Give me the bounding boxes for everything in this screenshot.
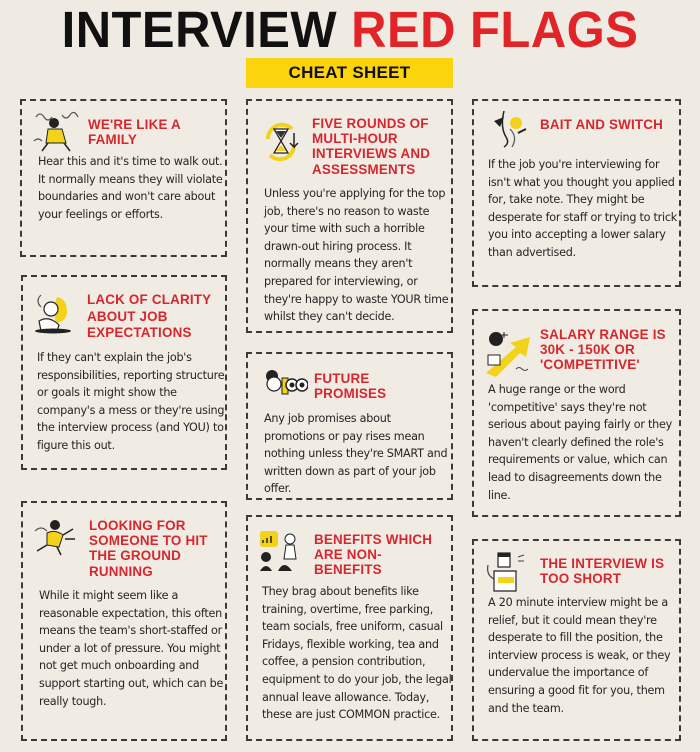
card-interview-too-short (472, 539, 681, 741)
card-title: LOOKING FOR SOMEONE TO HIT THE GROUND RUNNING (89, 518, 208, 579)
card-body: Hear this and it's time to walk out. It normally means they will violate boundaries and won't care about your feelings or efforts. (38, 155, 223, 221)
confused-person-icon (31, 291, 79, 335)
card-salary-range (472, 309, 681, 517)
cheat-sheet-badge: CHEAT SHEET (246, 58, 453, 88)
card-body: If the job you're interviewing for isn't what you thought you applied for, take note. They might be desperate for staff or trying to trick you into accepting a lower salary than advertised. (488, 158, 677, 259)
card-title: FUTURE PROMISES (314, 371, 387, 402)
salary-arrow-icon (482, 329, 534, 377)
card-five-rounds (246, 99, 453, 333)
chart-people-icon (258, 529, 306, 573)
fishing-hook-icon (488, 109, 532, 151)
card-bait-switch (472, 99, 681, 287)
card-body: If they can't explain the job's responsibilities, reporting structure or goals it might show the company's a mess or they're using the interview process (and YOU) to figure this out. (37, 351, 225, 452)
title-part-interview: INTERVIEW (61, 1, 338, 58)
card-title: THE INTERVIEW IS TOO SHORT (540, 556, 665, 587)
card-benefits (246, 515, 453, 741)
title-part-red-flags: RED FLAGS (351, 1, 639, 58)
timer-person-icon (484, 549, 528, 593)
card-family (20, 99, 227, 257)
card-title: BAIT AND SWITCH (540, 117, 664, 132)
running-person-icon (33, 517, 79, 557)
card-title: LACK OF CLARITY ABOUT JOB EXPECTATIONS (87, 292, 212, 340)
card-ground-running (21, 501, 227, 741)
card-body: A huge range or the word 'competitive' says they're not serious about paying fairly or they haven't clearly defined the role's requirements or value, which can lead to disagreements down the line. (488, 383, 673, 502)
card-body: While it might seem like a reasonable expectation, this often means the team's short-staffed or under a lot of pressure. You might not get much onboarding and support starting out, which can be really tough. (39, 589, 224, 708)
card-lack-of-clarity (21, 275, 227, 470)
card-future-promises (246, 352, 453, 500)
binoculars-person-icon (258, 368, 308, 402)
card-title: FIVE ROUNDS OF MULTI-HOUR INTERVIEWS AND ASSESSMENTS (312, 116, 431, 177)
card-body: Any job promises about promotions or pay rises mean nothing unless they're SMART and written down as part of your job offer. (264, 412, 448, 496)
card-title: SALARY RANGE IS 30K - 150K OR 'COMPETITIVE' (540, 327, 666, 373)
card-title: BENEFITS WHICH ARE NON-BENEFITS (314, 532, 433, 578)
stressed-person-icon (30, 111, 80, 153)
card-body: Unless you're applying for the top job, there's no reason to waste your time with such a horrible drawn-out hiring process. It normally means they aren't prepared for interviewing, or they're happy to waste YOUR time whilst they can't decide. (264, 187, 449, 324)
card-body: They brag about benefits like training, overtime, free parking, team socials, free uniform, casual Fridays, flexible working, tea and coffee, a pension contribution, equipment to do your job, the legal annual leave allowance. Today, these are just COMMON practice. (262, 585, 452, 722)
card-body: A 20 minute interview might be a relief, but it could mean they're desperate to fill the position, the interview process is weak, or they undervalue the importance of ensuring a good fit for you, them and the team. (488, 596, 671, 715)
hourglass-cycle-icon (260, 119, 302, 165)
card-title: WE'RE LIKE A FAMILY (88, 117, 181, 148)
page-title (14, 2, 686, 58)
